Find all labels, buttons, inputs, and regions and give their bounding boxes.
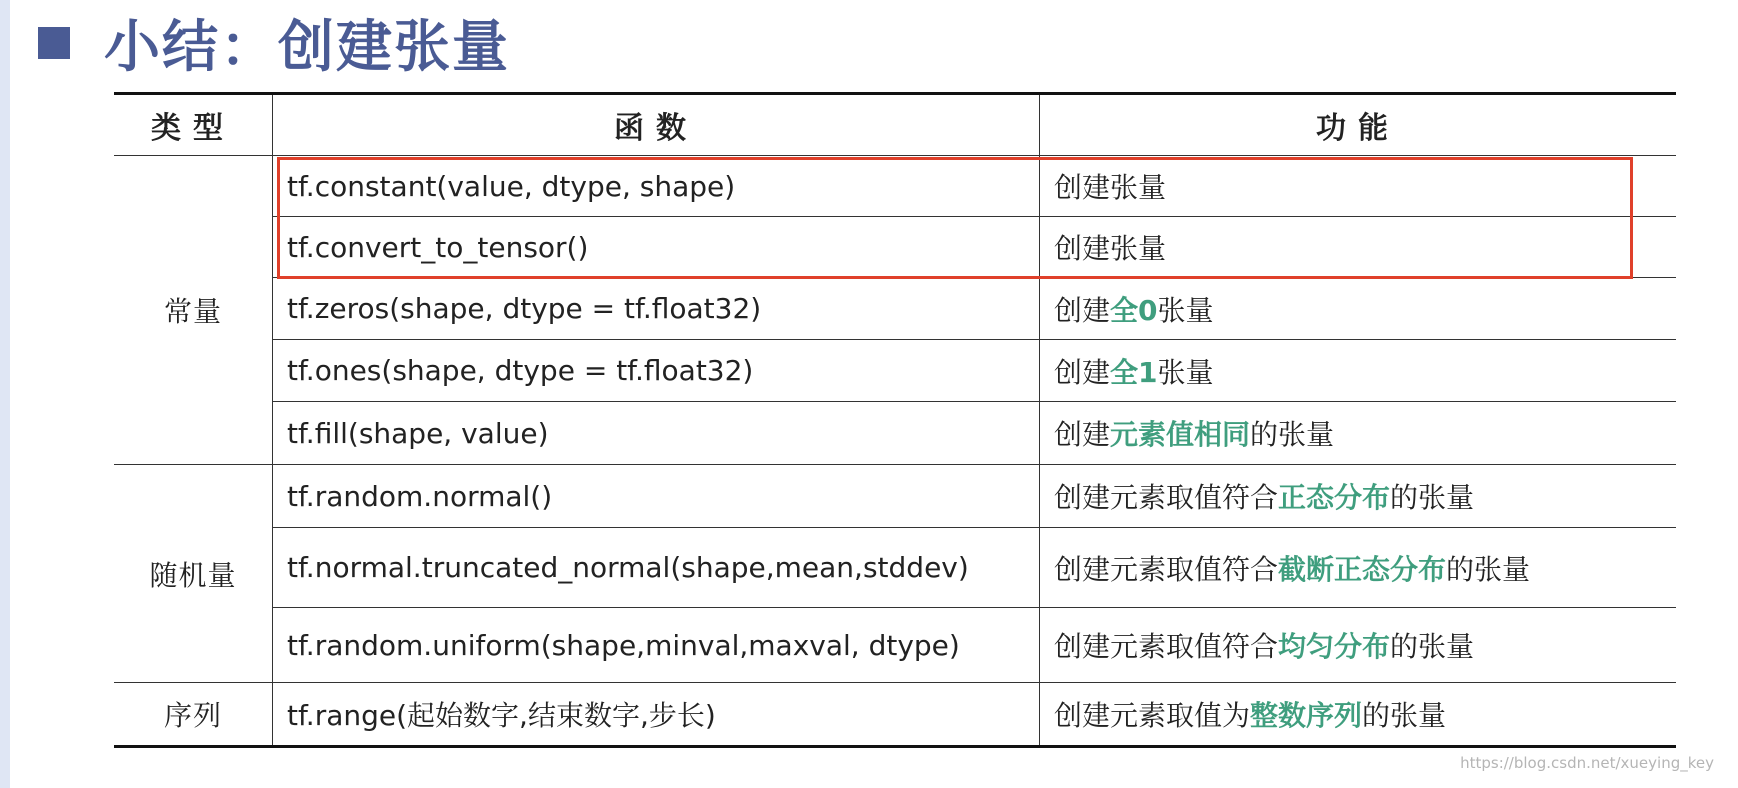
desc-text: 的张量 [1250,418,1335,451]
table-row [114,465,1676,528]
description-cell [1040,278,1677,340]
table-row [114,217,1676,278]
desc-highlight: 正态分布 [1278,481,1391,514]
function-cell: tf.range(起始数字,结束数字,步长) [273,683,1040,747]
desc-text: 张量 [1157,355,1214,389]
description-cell [1040,217,1677,278]
table-row [114,340,1676,402]
header-type: 类型 [114,94,273,156]
table-row [114,608,1676,683]
group-random: 随机量 [114,465,273,683]
desc-text: 张量 [1157,293,1214,327]
function-cell: tf.zeros(shape, dtype = tf.float32) [273,278,1040,340]
watermark: https://blog.csdn.net/xueying_key [1460,754,1714,772]
description-cell [1040,402,1677,465]
desc-text: 创建张量 [1054,232,1167,265]
header-description: 功能 [1040,94,1677,156]
table-row [114,683,1676,747]
desc-highlight: 截断正态分布 [1278,552,1447,586]
description-cell [1040,528,1677,608]
desc-text: 创建 [1054,355,1111,389]
desc-text: 的张量 [1362,699,1447,732]
square-bullet-icon [38,27,70,59]
tensor-summary-table [114,92,1676,748]
desc-text: 的张量 [1446,552,1531,586]
description-cell [1040,465,1677,528]
desc-text: 创建张量 [1054,171,1167,204]
desc-text: 的张量 [1390,481,1475,514]
function-cell: tf.fill(shape, value) [273,402,1040,465]
desc-text: 创建元素取值符合 [1054,630,1279,663]
description-cell [1040,156,1677,217]
table-row [114,156,1676,217]
desc-text: 创建 [1054,293,1111,327]
description-cell [1040,340,1677,402]
desc-text: 创建元素取值符合 [1054,552,1279,586]
function-cell: tf.convert_to_tensor() [273,217,1040,278]
group-sequence: 序列 [114,683,273,747]
desc-highlight: 全0 [1110,293,1158,327]
desc-text: 的张量 [1390,630,1475,663]
desc-highlight: 全1 [1110,355,1158,389]
function-cell: tf.ones(shape, dtype = tf.float32) [273,340,1040,402]
desc-highlight: 整数序列 [1250,699,1363,732]
table-header-row [114,94,1676,156]
function-cell: tf.random.uniform(shape,minval,maxval, dtype) [273,608,1040,683]
function-cell: tf.normal.truncated_normal(shape,mean,stddev) [273,528,1040,608]
desc-text: 创建元素取值为 [1054,699,1251,732]
desc-highlight: 均匀分布 [1278,630,1391,663]
table-row [114,402,1676,465]
desc-text: 创建元素取值符合 [1054,481,1279,514]
desc-highlight: 元素值相同 [1110,418,1251,451]
table-row [114,528,1676,608]
function-cell: tf.random.normal() [273,465,1040,528]
description-cell [1040,683,1677,747]
description-cell [1040,608,1677,683]
group-constant: 常量 [114,156,273,465]
desc-text: 创建 [1054,418,1111,451]
slide-title [38,8,510,78]
title-text: 小结：创建张量 [104,15,510,80]
table-row [114,278,1676,340]
header-function: 函数 [273,94,1040,156]
function-cell: tf.constant(value, dtype, shape) [273,156,1040,217]
left-panel-edge [0,0,10,788]
